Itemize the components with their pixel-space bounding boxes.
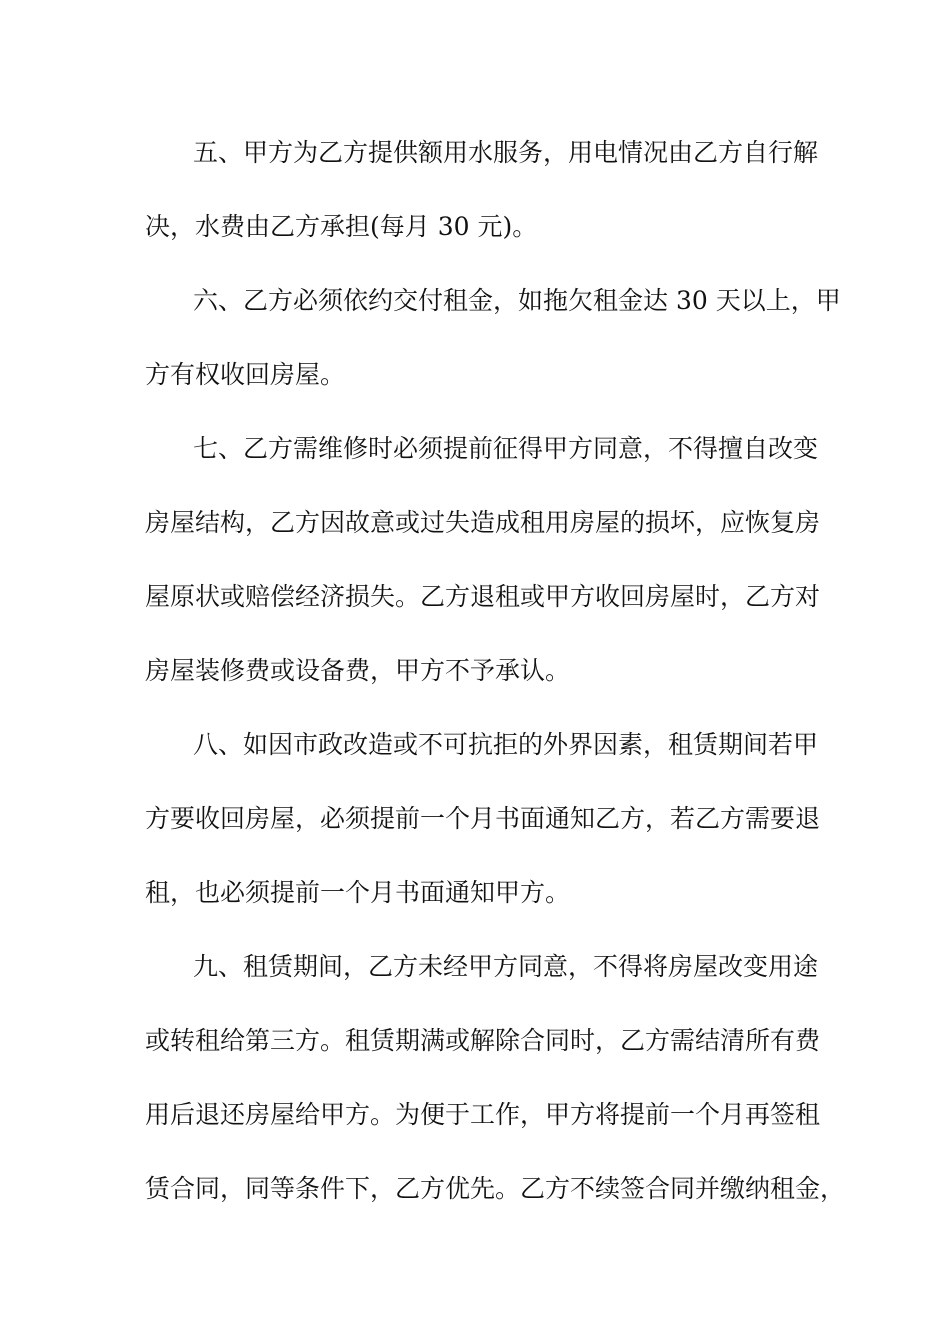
clause-8-line-1: 八、如因市政改造或不可抗拒的外界因素，租赁期间若甲 [193, 730, 819, 759]
clause-9-line-1: 九、租赁期间，乙方未经甲方同意，不得将房屋改变用途 [193, 952, 819, 981]
clause-6-line-2: 方有权收回房屋。 [145, 360, 346, 389]
clause-7-line-3: 屋原状或赔偿经济损失。乙方退租或甲方收回房屋时，乙方对 [145, 582, 821, 611]
clause-8-line-2: 方要收回房屋，必须提前一个月书面通知乙方，若乙方需要退 [145, 804, 821, 833]
clause-9-line-2: 或转租给第三方。租赁期满或解除合同时，乙方需结清所有费 [145, 1026, 821, 1055]
clause-5-line-2: 决，水费由乙方承担(每月 30 元)。 [145, 212, 538, 241]
clause-9-line-4: 赁合同，同等条件下，乙方优先。乙方不续签合同并缴纳租金， [145, 1174, 846, 1203]
clause-7-line-1: 七、乙方需维修时必须提前征得甲方同意，不得擅自改变 [193, 434, 819, 463]
clause-7-line-4: 房屋装修费或设备费，甲方不予承认。 [145, 656, 571, 685]
clause-7-line-2: 房屋结构，乙方因故意或过失造成租用房屋的损坏，应恢复房 [145, 508, 821, 537]
clause-9-line-3: 用后退还房屋给甲方。为便于工作，甲方将提前一个月再签租 [145, 1100, 821, 1129]
clause-8-line-3: 租，也必须提前一个月书面通知甲方。 [145, 878, 571, 907]
clause-6-line-1: 六、乙方必须依约交付租金，如拖欠租金达 30 天以上，甲 [193, 286, 841, 315]
clause-5-line-1: 五、甲方为乙方提供额用水服务，用电情况由乙方自行解 [193, 138, 819, 167]
